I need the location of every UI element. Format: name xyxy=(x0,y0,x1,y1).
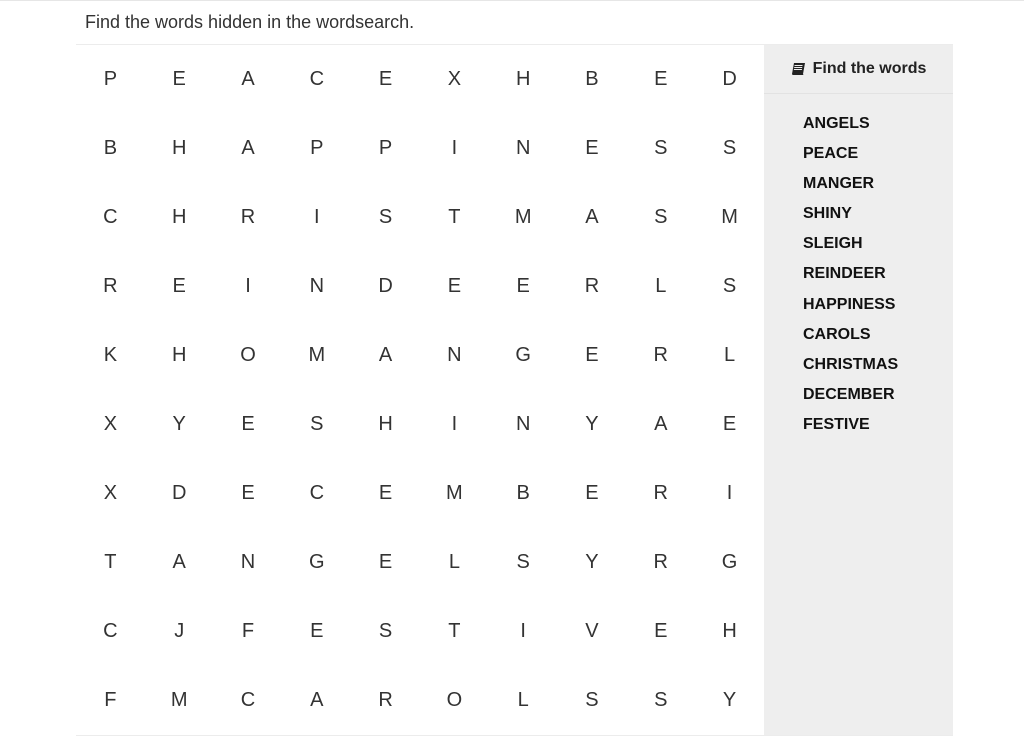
grid-cell[interactable]: M xyxy=(514,206,532,228)
grid-cell[interactable]: E xyxy=(378,68,393,90)
word-item[interactable]: FESTIVE xyxy=(803,415,870,433)
grid-cell[interactable]: G xyxy=(515,344,531,366)
letter-grid xyxy=(76,45,764,735)
grid-cell[interactable]: S xyxy=(654,689,668,711)
word-item[interactable]: CAROLS xyxy=(803,325,871,343)
grid-cell[interactable]: C xyxy=(103,620,118,642)
grid-cell[interactable]: E xyxy=(516,275,530,297)
word-item[interactable]: DECEMBER xyxy=(803,385,895,403)
grid-cell[interactable]: N xyxy=(240,551,256,573)
grid-cell[interactable]: S xyxy=(310,413,324,435)
grid-cell[interactable]: N xyxy=(515,413,531,435)
word-item[interactable]: MANGER xyxy=(803,175,875,193)
grid-cell[interactable]: H xyxy=(722,620,737,642)
grid-cell[interactable]: E xyxy=(654,620,668,642)
grid-cell[interactable]: C xyxy=(240,689,256,711)
grid-cell[interactable]: D xyxy=(378,275,393,297)
grid-cell[interactable]: E xyxy=(585,344,599,366)
word-item[interactable]: SLEIGH xyxy=(803,235,863,253)
grid-cell[interactable]: N xyxy=(447,344,462,366)
grid-cell[interactable]: P xyxy=(378,137,393,159)
grid-cell[interactable]: D xyxy=(722,68,737,90)
grid-cell[interactable]: S xyxy=(722,275,737,297)
grid-cell[interactable]: P xyxy=(310,137,324,159)
grid-cell[interactable]: Y xyxy=(585,413,599,435)
grid-cell[interactable]: A xyxy=(378,344,393,366)
grid-cell[interactable]: Y xyxy=(722,689,737,711)
grid-cell[interactable]: R xyxy=(653,551,668,573)
grid-cell[interactable]: R xyxy=(584,275,600,297)
grid-cell[interactable]: C xyxy=(309,68,325,90)
wordsearch-puzzle xyxy=(76,44,953,736)
grid-cell[interactable]: L xyxy=(655,275,667,297)
grid-cell[interactable]: H xyxy=(171,344,187,366)
grid-cell[interactable]: S xyxy=(654,137,668,159)
grid-cell[interactable]: L xyxy=(448,551,460,573)
word-list-header xyxy=(764,45,953,94)
word-item[interactable]: PEACE xyxy=(803,145,859,163)
grid-cell[interactable]: H xyxy=(378,413,393,435)
grid-cell[interactable]: I xyxy=(520,620,526,642)
instructions-text: Find the words hidden in the wordsearch. xyxy=(85,12,415,32)
grid-cell[interactable]: S xyxy=(654,206,668,228)
word-list-title: Find the words xyxy=(812,60,927,77)
grid-cell[interactable]: L xyxy=(517,689,529,711)
grid-cell[interactable]: S xyxy=(585,689,599,711)
grid-cell[interactable]: M xyxy=(446,482,463,504)
grid-cell[interactable]: I xyxy=(451,137,458,159)
grid-cell[interactable]: P xyxy=(103,68,118,90)
grid-cell[interactable]: Y xyxy=(585,551,599,573)
grid-cell[interactable]: M xyxy=(721,206,738,228)
grid-cell[interactable]: T xyxy=(448,620,461,642)
grid-cell[interactable]: I xyxy=(726,482,733,504)
grid-cell[interactable]: E xyxy=(722,413,737,435)
grid-cell[interactable]: R xyxy=(378,689,393,711)
grid-cell[interactable]: E xyxy=(585,137,599,159)
grid-cell[interactable]: A xyxy=(585,206,599,228)
grid-cell[interactable]: T xyxy=(448,206,461,228)
grid-cell[interactable]: N xyxy=(515,137,531,159)
grid-cell[interactable]: I xyxy=(314,206,320,228)
grid-cell[interactable]: R xyxy=(653,482,668,504)
grid-cell[interactable]: E xyxy=(172,275,186,297)
grid-cell[interactable]: F xyxy=(104,689,117,711)
word-item[interactable]: SHINY xyxy=(803,205,852,223)
grid-cell[interactable]: H xyxy=(171,206,187,228)
grid-cell[interactable]: B xyxy=(516,482,530,504)
grid-cell[interactable]: X xyxy=(103,413,118,435)
grid-cell[interactable]: V xyxy=(585,620,599,642)
grid-cell[interactable]: E xyxy=(447,275,462,297)
grid-cell[interactable]: O xyxy=(446,689,463,711)
grid-cell[interactable]: M xyxy=(170,689,188,711)
grid-cell[interactable]: B xyxy=(585,68,599,90)
grid-cell[interactable]: S xyxy=(378,206,393,228)
grid-cell[interactable]: L xyxy=(724,344,736,366)
grid-cell[interactable]: D xyxy=(171,482,187,504)
grid-cell[interactable]: E xyxy=(310,620,324,642)
grid-cell[interactable]: K xyxy=(103,344,118,366)
grid-cell[interactable]: S xyxy=(722,137,737,159)
word-item[interactable]: CHRISTMAS xyxy=(803,355,899,373)
word-item[interactable]: ANGELS xyxy=(803,115,870,132)
grid-cell[interactable]: I xyxy=(451,413,458,435)
grid-cell[interactable]: E xyxy=(378,482,393,504)
grid-cell[interactable]: F xyxy=(241,620,255,642)
word-list xyxy=(764,94,953,445)
word-list-panel xyxy=(764,45,953,735)
grid-cell[interactable]: E xyxy=(241,413,255,435)
grid-cell[interactable]: E xyxy=(585,482,599,504)
grid-cell[interactable]: S xyxy=(516,551,530,573)
grid-cell[interactable]: H xyxy=(171,137,187,159)
grid-cell[interactable]: A xyxy=(310,689,324,711)
grid-cell[interactable]: B xyxy=(103,137,118,159)
grid-cell[interactable]: C xyxy=(103,206,118,228)
grid-cell[interactable]: M xyxy=(308,344,326,366)
grid-cell[interactable]: J xyxy=(174,620,185,642)
grid-cell[interactable]: O xyxy=(240,344,256,366)
grid-cell[interactable]: A xyxy=(172,551,186,573)
grid-cell[interactable]: N xyxy=(309,275,325,297)
top-divider xyxy=(0,0,1024,1)
word-item[interactable]: REINDEER xyxy=(803,265,886,283)
grid-cell[interactable]: G xyxy=(721,551,738,573)
grid-cell[interactable]: R xyxy=(103,275,118,297)
grid-cell[interactable]: X xyxy=(103,482,118,504)
grid-cell[interactable]: E xyxy=(172,68,186,90)
grid-cell[interactable]: R xyxy=(240,206,256,228)
grid-cell[interactable]: H xyxy=(515,68,531,90)
grid-cell[interactable]: T xyxy=(104,551,117,573)
grid-cell[interactable]: E xyxy=(654,68,668,90)
word-item[interactable]: HAPPINESS xyxy=(803,295,896,313)
grid-cell[interactable]: R xyxy=(653,344,668,366)
grid-cell[interactable]: A xyxy=(241,137,255,159)
grid-cell[interactable]: X xyxy=(447,68,462,90)
grid-cell[interactable]: I xyxy=(245,275,251,297)
grid-cell[interactable]: Y xyxy=(172,413,186,435)
grid-cell[interactable]: S xyxy=(378,620,393,642)
grid-cell[interactable]: G xyxy=(309,551,325,573)
grid-cell[interactable]: C xyxy=(309,482,325,504)
grid-cell[interactable]: E xyxy=(241,482,255,504)
grid-cell[interactable]: A xyxy=(241,68,255,90)
grid-cell[interactable]: E xyxy=(378,551,393,573)
grid-cell[interactable]: A xyxy=(654,413,668,435)
book-icon xyxy=(791,62,807,76)
